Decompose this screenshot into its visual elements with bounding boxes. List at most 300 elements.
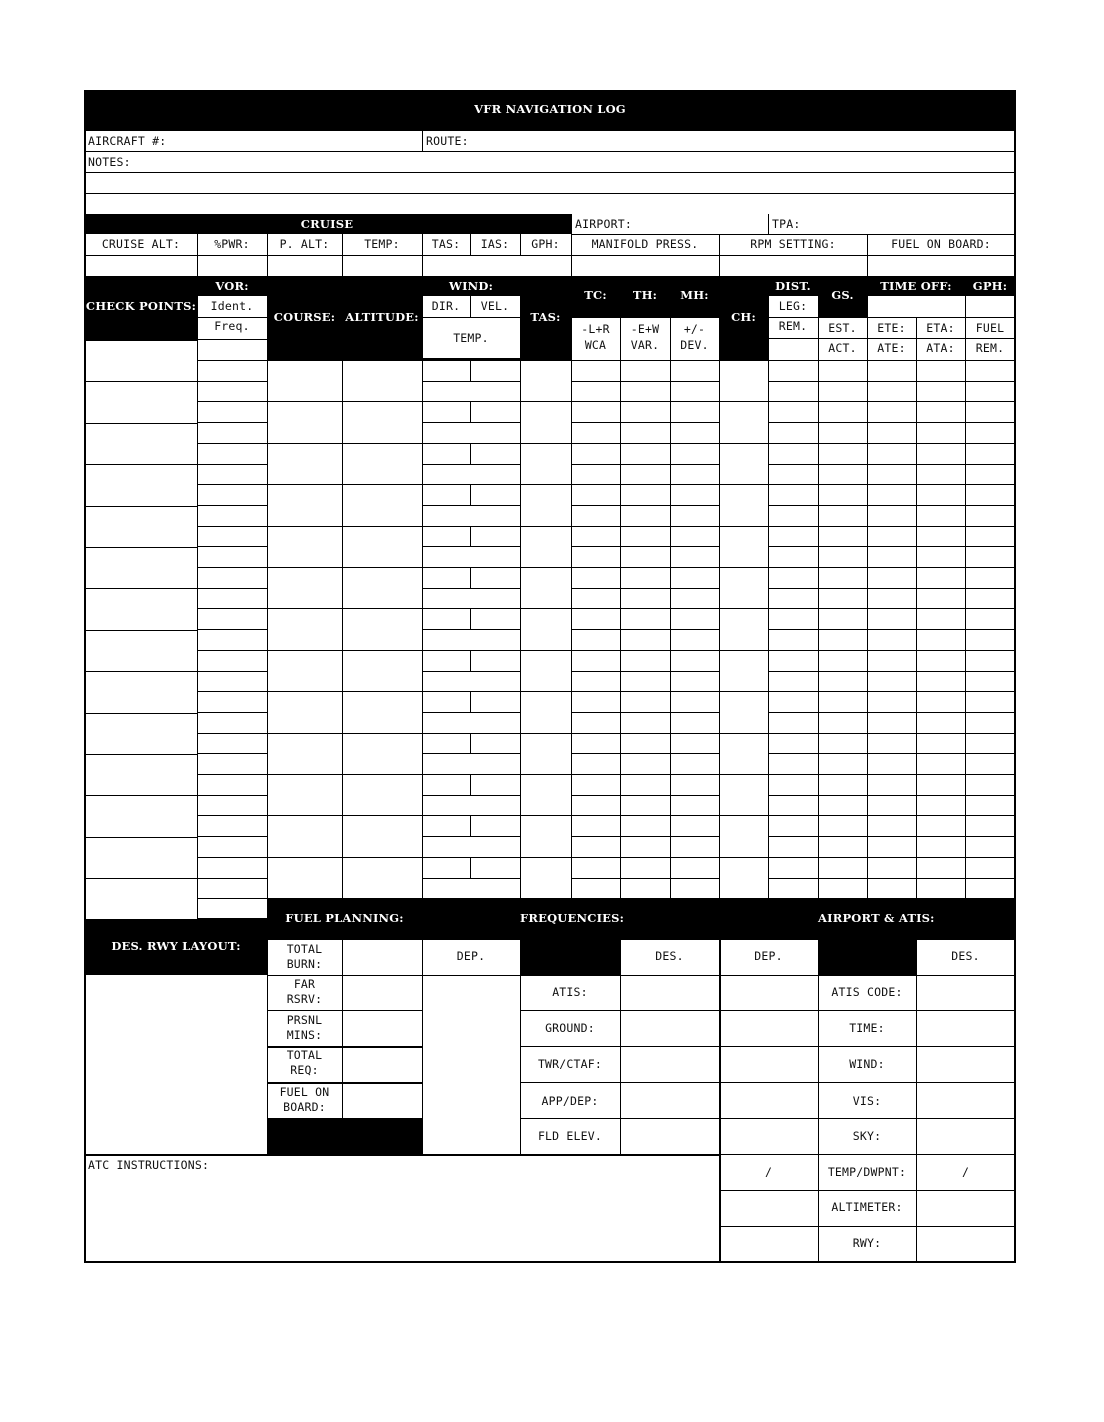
right-row-line	[768, 484, 1015, 485]
course-altitude-header-block	[267, 296, 422, 360]
form-right-border	[1014, 90, 1016, 1263]
tas-row-line	[520, 360, 571, 361]
wind-split-line	[470, 691, 471, 712]
wind-row-line	[422, 464, 520, 465]
fuel-planning-filler-block	[267, 1119, 422, 1154]
checkpoint-row-line	[85, 547, 197, 548]
right-row-line	[768, 815, 1015, 816]
col-vor-left	[197, 296, 198, 920]
wind-header: WIND:	[448, 279, 494, 293]
right-row-line	[768, 795, 1015, 796]
ias-label: IAS:	[480, 237, 510, 251]
freq-row-fld-elev: FLD ELEV.	[537, 1129, 603, 1143]
course-row-line	[267, 360, 422, 361]
rule	[719, 1226, 1015, 1227]
course-row-line	[267, 733, 422, 734]
heading-row-line	[571, 360, 719, 361]
checkpoint-row-line	[85, 588, 197, 589]
checkpoint-row-line	[85, 464, 197, 465]
atis-row-altimeter: ALTIMETER:	[831, 1200, 903, 1214]
course-row-line	[267, 526, 422, 527]
course-row-line	[267, 567, 422, 568]
cruise-gph-label: GPH:	[531, 237, 560, 251]
vor-row-line	[197, 339, 267, 340]
gs-header: GS.	[831, 288, 854, 302]
fuel-rem-label: REM.	[975, 341, 1005, 355]
rpm-label: RPM SETTING:	[750, 237, 836, 251]
atis-des-label: DES.	[951, 949, 980, 963]
heading-row-line	[571, 691, 719, 692]
rule	[422, 131, 423, 151]
ch-row-line	[719, 857, 768, 858]
rule	[719, 940, 721, 1262]
rule	[85, 172, 1015, 173]
checkpoint-row-line	[85, 754, 197, 755]
rem-label: REM.	[778, 319, 808, 333]
ch-row-line	[719, 360, 768, 361]
wind-row-line	[422, 753, 520, 754]
wind-split-line	[470, 567, 471, 588]
tc-header: TC:	[584, 288, 607, 302]
vor-row-line	[197, 401, 267, 402]
heading-row-line	[571, 588, 719, 589]
cruise-title: CRUISE	[300, 217, 354, 231]
cruise-alt-label: CRUISE ALT:	[101, 237, 181, 251]
rule	[768, 214, 769, 234]
checkpoint-row-line	[85, 878, 197, 879]
tas-row-line	[520, 443, 571, 444]
tas-row-line	[520, 774, 571, 775]
right-row-line	[768, 567, 1015, 568]
col-altitude-left	[342, 360, 343, 898]
right-row-line	[768, 588, 1015, 589]
frequencies-title: FREQUENCIES:	[520, 911, 625, 925]
rule	[342, 940, 343, 1119]
grid-bottom	[422, 898, 520, 899]
vor-row-line	[197, 878, 267, 879]
ch-row-line	[719, 733, 768, 734]
vor-row-line	[197, 836, 267, 837]
ch-row-line	[719, 650, 768, 651]
rule	[85, 255, 1015, 256]
course-row-line	[267, 608, 422, 609]
vor-row-line	[197, 671, 267, 672]
form-left-border	[84, 90, 86, 1263]
checkpoint-row-line	[85, 630, 197, 631]
wind-row-line	[422, 836, 520, 837]
wind-split-line	[470, 360, 471, 381]
ch-row-line	[719, 608, 768, 609]
wind-row-line	[422, 526, 520, 527]
rule	[719, 1046, 1015, 1047]
col-gs-left	[818, 318, 819, 898]
rule	[620, 940, 621, 1155]
heading-row-line	[571, 836, 719, 837]
course-row-line	[267, 650, 422, 651]
vor-row-line	[197, 774, 267, 775]
tas-row-line	[520, 650, 571, 651]
freq-row-atis: ATIS:	[552, 985, 588, 999]
heading-row-line	[571, 567, 719, 568]
timeoff-header: TIME OFF:	[880, 279, 952, 293]
rule	[867, 317, 1015, 318]
leg-label: LEG:	[778, 299, 808, 313]
ew-label: -E+W	[630, 322, 660, 336]
heading-row-line	[571, 401, 719, 402]
col-tc-left	[571, 296, 572, 898]
vor-header: VOR:	[215, 279, 249, 293]
cruise-temp-label: TEMP:	[364, 237, 400, 251]
ch-row-line	[719, 443, 768, 444]
vor-row-line	[197, 629, 267, 630]
palt-label: P. ALT:	[279, 237, 330, 251]
act-label: ACT.	[828, 341, 857, 355]
heading-row-line	[571, 898, 719, 899]
wind-row-line	[422, 443, 520, 444]
wind-split-line	[470, 774, 471, 795]
ch-row-line	[719, 401, 768, 402]
grid-bottom-left	[85, 919, 267, 920]
heading-row-line	[571, 815, 719, 816]
tas-row-line	[520, 401, 571, 402]
tas-row-line	[520, 567, 571, 568]
tas-row-line	[520, 484, 571, 485]
est-label: EST.	[828, 321, 857, 335]
wind-split-line	[470, 857, 471, 878]
rule	[422, 940, 423, 1155]
atis-corner-block	[818, 940, 916, 975]
heading-row-line	[571, 878, 719, 879]
right-row-line	[768, 401, 1015, 402]
temp-dep-slash: /	[764, 1165, 773, 1179]
right-row-line	[768, 671, 1015, 672]
ch-header-block	[719, 296, 768, 360]
vor-row-line	[197, 360, 267, 361]
rule	[520, 940, 521, 1155]
wind-row-line	[422, 422, 520, 423]
rule	[719, 1010, 1015, 1011]
tas-row-line	[520, 733, 571, 734]
atis-row-wind: WIND:	[849, 1057, 885, 1071]
wind-split-line	[470, 815, 471, 836]
temp-des-slash: /	[961, 1165, 970, 1179]
wind-row-line	[422, 795, 520, 796]
rule	[267, 1082, 422, 1084]
pm-label: +/-	[683, 322, 706, 336]
vor-row-line	[197, 484, 267, 485]
ch-row-line	[719, 691, 768, 692]
right-row-line	[768, 464, 1015, 465]
wind-row-line	[422, 857, 520, 858]
atis-dep-label: DEP.	[754, 949, 783, 963]
col-th-left	[620, 360, 621, 898]
rule	[267, 1118, 422, 1119]
right-row-line	[768, 898, 1015, 899]
rule	[768, 338, 1015, 339]
freq-label: Freq.	[214, 319, 250, 333]
course-row-line	[267, 857, 422, 858]
atis-row-rwy: RWY:	[852, 1236, 882, 1250]
vor-row-line	[197, 526, 267, 527]
checkpoint-row-line	[85, 671, 197, 672]
wind-row-line	[422, 712, 520, 713]
vor-row-line	[197, 443, 267, 444]
rule	[768, 317, 818, 318]
course-header: COURSE:	[273, 310, 336, 324]
rule	[422, 317, 520, 318]
wind-row-line	[422, 546, 520, 547]
ch-row-line	[719, 898, 768, 899]
heading-row-line	[571, 733, 719, 734]
right-row-line	[768, 505, 1015, 506]
col-course-left	[267, 360, 268, 898]
heading-row-line	[571, 381, 719, 382]
tas-row-line	[520, 815, 571, 816]
wind-row-line	[422, 401, 520, 402]
fuel-row-far-rsrv: FAR RSRV:	[286, 977, 323, 1006]
des-rwy-layout-title: DES. RWY LAYOUT:	[111, 939, 241, 953]
freq-row-twr-ctaf: TWR/CTAF:	[537, 1057, 603, 1071]
wca-label: WCA	[584, 338, 607, 352]
right-row-line	[768, 443, 1015, 444]
wind-dir-label: DIR.	[431, 299, 461, 313]
atis-row-code: ATIS CODE:	[831, 985, 903, 999]
tas-row-line	[520, 691, 571, 692]
vor-row-line	[197, 733, 267, 734]
rule	[85, 1154, 720, 1156]
right-row-line	[768, 691, 1015, 692]
checkpoint-row-line	[85, 837, 197, 838]
vor-row-line	[197, 815, 267, 816]
right-row-line	[768, 650, 1015, 651]
tpa-field[interactable]: TPA:	[772, 217, 801, 231]
form-bottom-border	[84, 1261, 1016, 1263]
wind-row-line	[422, 381, 520, 382]
wind-split-line	[470, 443, 471, 464]
route-field[interactable]: ROUTE:	[426, 134, 469, 148]
vor-row-line	[197, 588, 267, 589]
wind-row-line	[422, 671, 520, 672]
fuel-row-total-req: TOTAL REQ:	[286, 1048, 323, 1077]
heading-row-line	[571, 753, 719, 754]
course-row-line	[267, 774, 422, 775]
pwr-label: %PWR:	[214, 237, 250, 251]
rule	[719, 1118, 1015, 1119]
col-eta-left	[916, 360, 917, 898]
airport-field[interactable]: AIRPORT:	[575, 217, 632, 231]
heading-row-line	[571, 712, 719, 713]
vor-row-line	[197, 691, 267, 692]
vor-row-line	[197, 381, 267, 382]
tas-row-line	[520, 857, 571, 858]
wind-split-line	[470, 401, 471, 422]
right-row-line	[768, 878, 1015, 879]
checkpoint-row-line	[85, 713, 197, 714]
right-row-line	[768, 526, 1015, 527]
course-row-line	[267, 401, 422, 402]
rule	[267, 975, 1015, 976]
wind-row-line	[422, 650, 520, 651]
fuel-row-total-burn: TOTAL BURN:	[286, 942, 323, 971]
rule	[719, 1190, 1015, 1191]
rule	[85, 193, 1015, 194]
col-tas-left	[520, 296, 521, 898]
heading-row-line	[571, 526, 719, 527]
ch-header: CH:	[731, 310, 756, 324]
checkpoint-row-line	[85, 381, 197, 382]
atis-row-vis: VIS:	[852, 1094, 882, 1108]
vor-row-line	[197, 608, 267, 609]
tas-row-line	[520, 898, 571, 899]
course-row-line	[267, 898, 422, 899]
right-row-line	[768, 753, 1015, 754]
altitude-header: ALTITUDE:	[345, 310, 419, 324]
rule	[571, 234, 1015, 235]
fuel-planning-title: FUEL PLANNING:	[285, 911, 404, 925]
vor-row-line	[197, 546, 267, 547]
heading-row-line	[571, 857, 719, 858]
wind-row-line	[422, 629, 520, 630]
cruise-tas-label: TAS:	[431, 237, 461, 251]
fuel-label: FUEL	[975, 321, 1005, 335]
right-row-line	[768, 608, 1015, 609]
heading-row-line	[571, 464, 719, 465]
wind-row-line	[422, 588, 520, 589]
notes-field[interactable]: NOTES:	[88, 155, 131, 169]
col-gph-left	[965, 360, 966, 898]
heading-row-line	[571, 671, 719, 672]
rule	[719, 1082, 1015, 1083]
form-title: VFR NAVIGATION LOG	[474, 102, 626, 116]
atc-instructions-field[interactable]: ATC INSTRUCTIONS:	[88, 1158, 210, 1172]
wind-row-line	[422, 360, 520, 361]
mh-header: MH:	[680, 288, 709, 302]
vor-row-line	[197, 650, 267, 651]
vor-row-line	[197, 898, 267, 899]
wind-split-line	[470, 526, 471, 547]
atis-row-temp-dwpnt: TEMP/DWPNT:	[827, 1165, 907, 1179]
ete-label: ETE:	[877, 321, 906, 335]
fuel-row-prsnl-mins: PRSNL MINS:	[286, 1013, 323, 1042]
heading-row-line	[571, 608, 719, 609]
fuel-row-fuel-on-board: FUEL ON BOARD:	[279, 1085, 330, 1114]
aircraft-field[interactable]: AIRCRAFT #:	[88, 134, 167, 148]
wind-row-line	[422, 878, 520, 879]
ch-row-line	[719, 484, 768, 485]
checkpoint-row-line	[85, 795, 197, 796]
course-row-line	[267, 484, 422, 485]
fob-label: FUEL ON BOARD:	[891, 237, 991, 251]
right-row-line	[768, 857, 1015, 858]
course-row-line	[267, 443, 422, 444]
wind-split-line	[470, 484, 471, 505]
right-row-line	[768, 546, 1015, 547]
vor-row-line	[197, 567, 267, 568]
wind-row-line	[422, 608, 520, 609]
wind-row-line	[422, 567, 520, 568]
freq-row-app-dep: APP/DEP:	[541, 1094, 599, 1108]
freq-dep-label: DEP.	[456, 949, 486, 963]
ch-row-line	[719, 526, 768, 527]
right-row-line	[768, 381, 1015, 382]
rule	[520, 1046, 720, 1047]
wind-row-line	[422, 505, 520, 506]
th-header: TH:	[632, 288, 658, 302]
vor-row-line	[197, 753, 267, 754]
rule	[85, 151, 1015, 152]
heading-row-line	[571, 422, 719, 423]
rule	[197, 317, 267, 318]
wind-split-line	[470, 733, 471, 754]
vor-row-line	[197, 712, 267, 713]
ch-row-line	[719, 815, 768, 816]
heading-row-line	[571, 505, 719, 506]
wind-row-line	[422, 484, 520, 485]
right-row-line	[768, 422, 1015, 423]
vor-row-line	[197, 505, 267, 506]
wind-row-line	[422, 733, 520, 734]
col-time-left	[867, 296, 868, 898]
wind-split-line	[470, 608, 471, 629]
heading-row-line	[571, 546, 719, 547]
wind-vel-label: VEL.	[480, 299, 510, 313]
freq-row-ground: GROUND:	[545, 1021, 595, 1035]
ch-row-line	[719, 567, 768, 568]
wind-split-line	[470, 650, 471, 671]
tas-header-block	[520, 296, 571, 360]
vor-row-line	[197, 857, 267, 858]
ata-label: ATA:	[926, 341, 955, 355]
rule	[520, 1118, 720, 1119]
ident-label: Ident.	[210, 299, 254, 313]
col-wind-left	[422, 296, 423, 898]
right-row-line	[768, 733, 1015, 734]
airport-atis-title: AIRPORT & ATIS:	[818, 911, 935, 925]
wind-row-line	[422, 815, 520, 816]
ch-row-line	[719, 774, 768, 775]
wind-row-line	[422, 691, 520, 692]
checkpoint-row-line	[85, 506, 197, 507]
checkpoints-header: CHECK POINTS:	[85, 299, 197, 313]
rule	[719, 1154, 1015, 1155]
right-row-line	[768, 360, 1015, 361]
right-row-line	[768, 836, 1015, 837]
atis-row-sky: SKY:	[852, 1129, 882, 1143]
dev-label: DEV.	[680, 338, 709, 352]
col-mh-left	[670, 360, 671, 898]
heading-row-line	[571, 795, 719, 796]
right-row-line	[768, 712, 1015, 713]
tas-row-line	[520, 526, 571, 527]
ate-label: ATE:	[877, 341, 906, 355]
checkpoint-row-line	[85, 423, 197, 424]
col-ch-left	[719, 296, 720, 898]
rule	[520, 1010, 720, 1011]
gph-header: GPH:	[972, 279, 1008, 293]
rule	[267, 1010, 422, 1011]
tas-header: TAS:	[530, 310, 561, 324]
dist-header: DIST.	[775, 279, 811, 293]
tas-row-line	[520, 608, 571, 609]
heading-row-line	[571, 774, 719, 775]
heading-row-line	[571, 629, 719, 630]
eta-label: ETA:	[926, 321, 955, 335]
manifold-label: MANIFOLD PRESS.	[591, 237, 699, 251]
vor-row-line	[197, 464, 267, 465]
heading-row-line	[571, 443, 719, 444]
course-row-line	[267, 815, 422, 816]
lr-label: -L+R	[581, 322, 610, 336]
